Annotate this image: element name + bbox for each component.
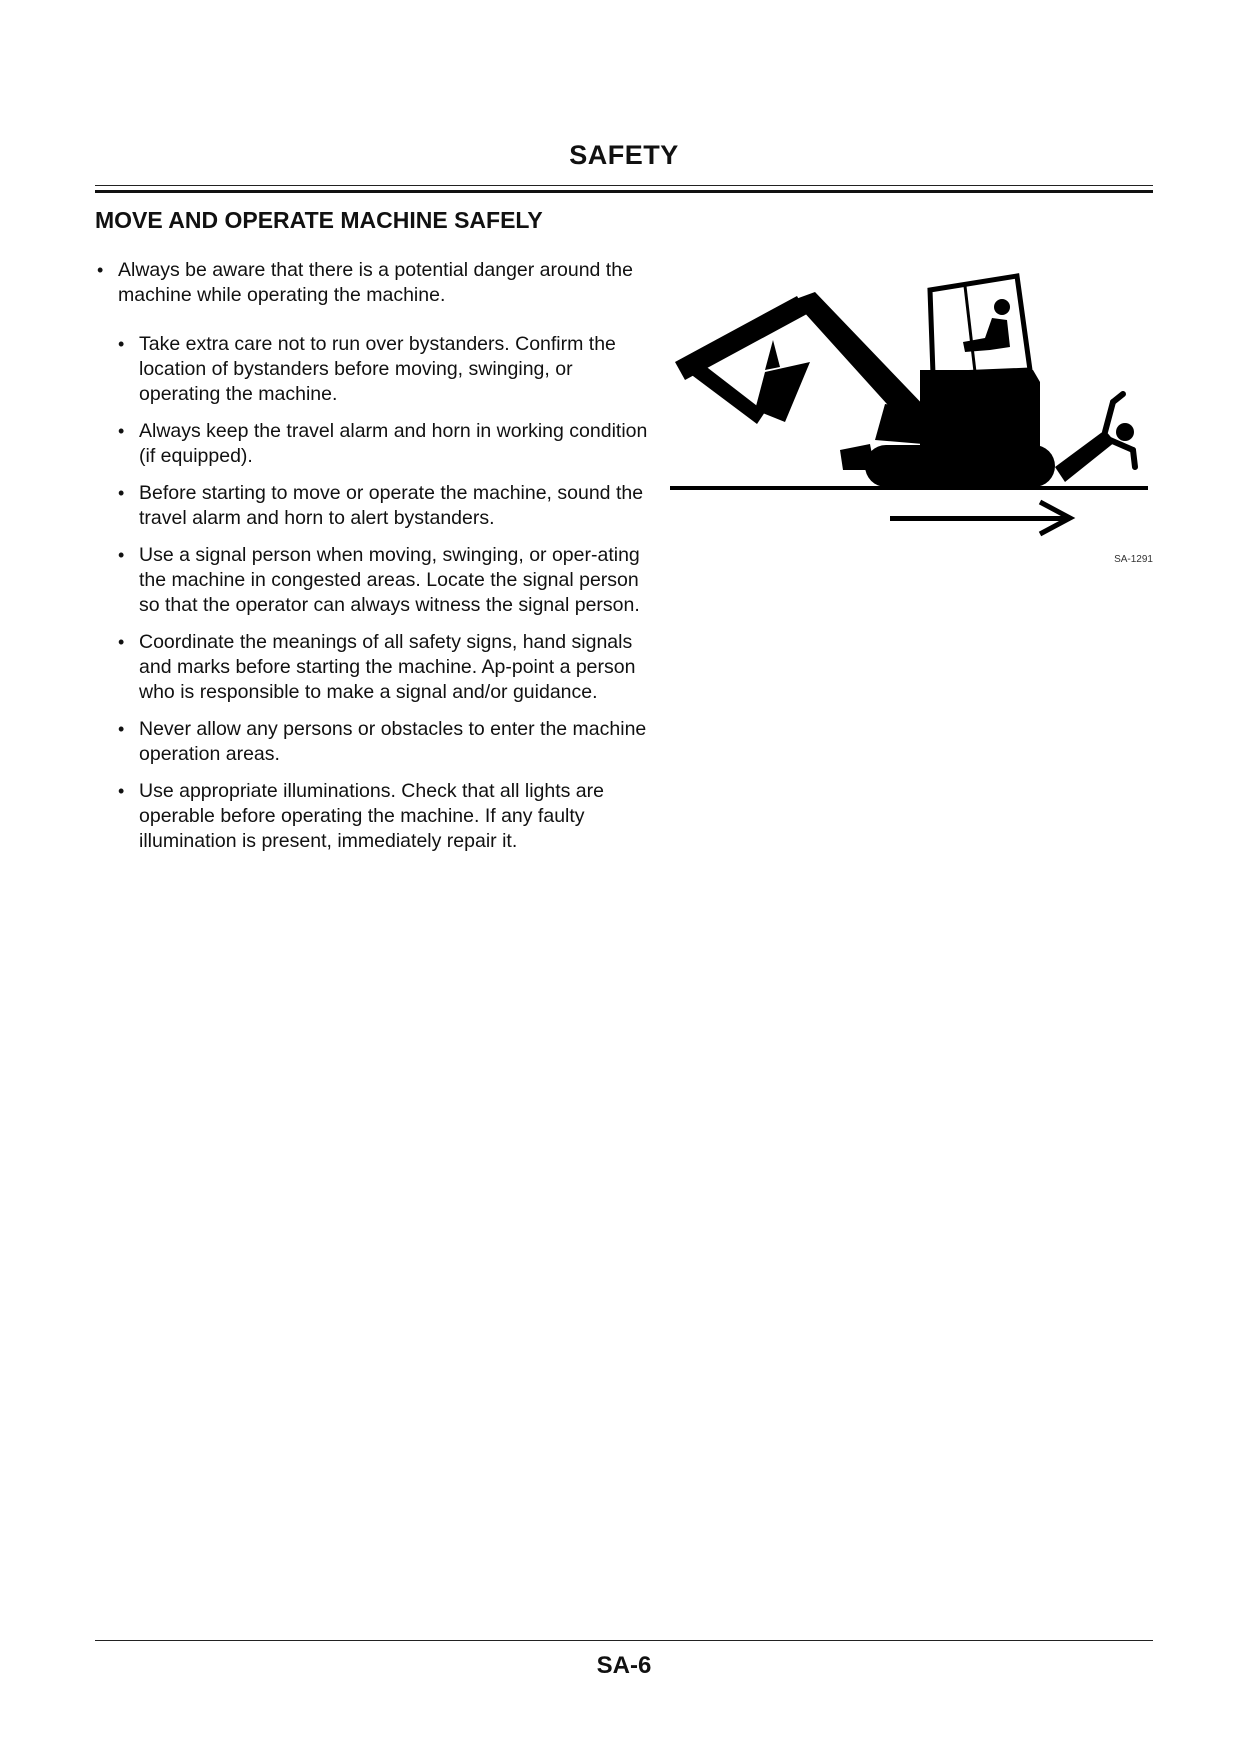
sub-bullet-item: • Never allow any persons or obstacles to enter the machine operation areas. (116, 717, 655, 767)
excavator-running-over-person-icon (665, 262, 1155, 542)
sub-bullet-item: • Before starting to move or operate the machine, sound the travel alarm and horn to alert bystanders. (116, 481, 655, 531)
section-title: MOVE AND OPERATE MACHINE SAFELY (95, 207, 543, 233)
footer-rule (95, 1640, 1153, 1641)
page-header-title: SAFETY (569, 140, 679, 170)
safety-instructions (95, 258, 655, 866)
sub-bullet-list (95, 332, 655, 854)
figure-code: SA-1291 (1114, 554, 1153, 565)
sub-bullet-item: • Take extra care not to run over bystanders. Confirm the location of bystanders before moving, swinging, or operating the machine. (116, 332, 655, 407)
page-number: SA-6 (596, 1652, 652, 1679)
sub-bullet-item: • Use a signal person when moving, swinging, or oper-ating the machine in congested areas. Locate the signal person so that the operator can always witness the signal person. (116, 543, 655, 618)
header-rule-thick (95, 190, 1153, 193)
main-bullet: • Always be aware that there is a potential danger around the machine while operating the machine. (95, 258, 655, 308)
header-rule-thin (95, 185, 1153, 186)
sub-bullet-item: • Always keep the travel alarm and horn in working condition (if equipped). (116, 419, 655, 469)
sub-bullet-item: • Coordinate the meanings of all safety signs, hand signals and marks before starting the machine. Ap-point a person who is responsible to make a signal and/or guidance. (116, 630, 655, 705)
sub-bullet-item: • Use appropriate illuminations. Check that all lights are operable before operating the machine. If any faulty illumination is present, immediately repair it. (116, 779, 655, 854)
